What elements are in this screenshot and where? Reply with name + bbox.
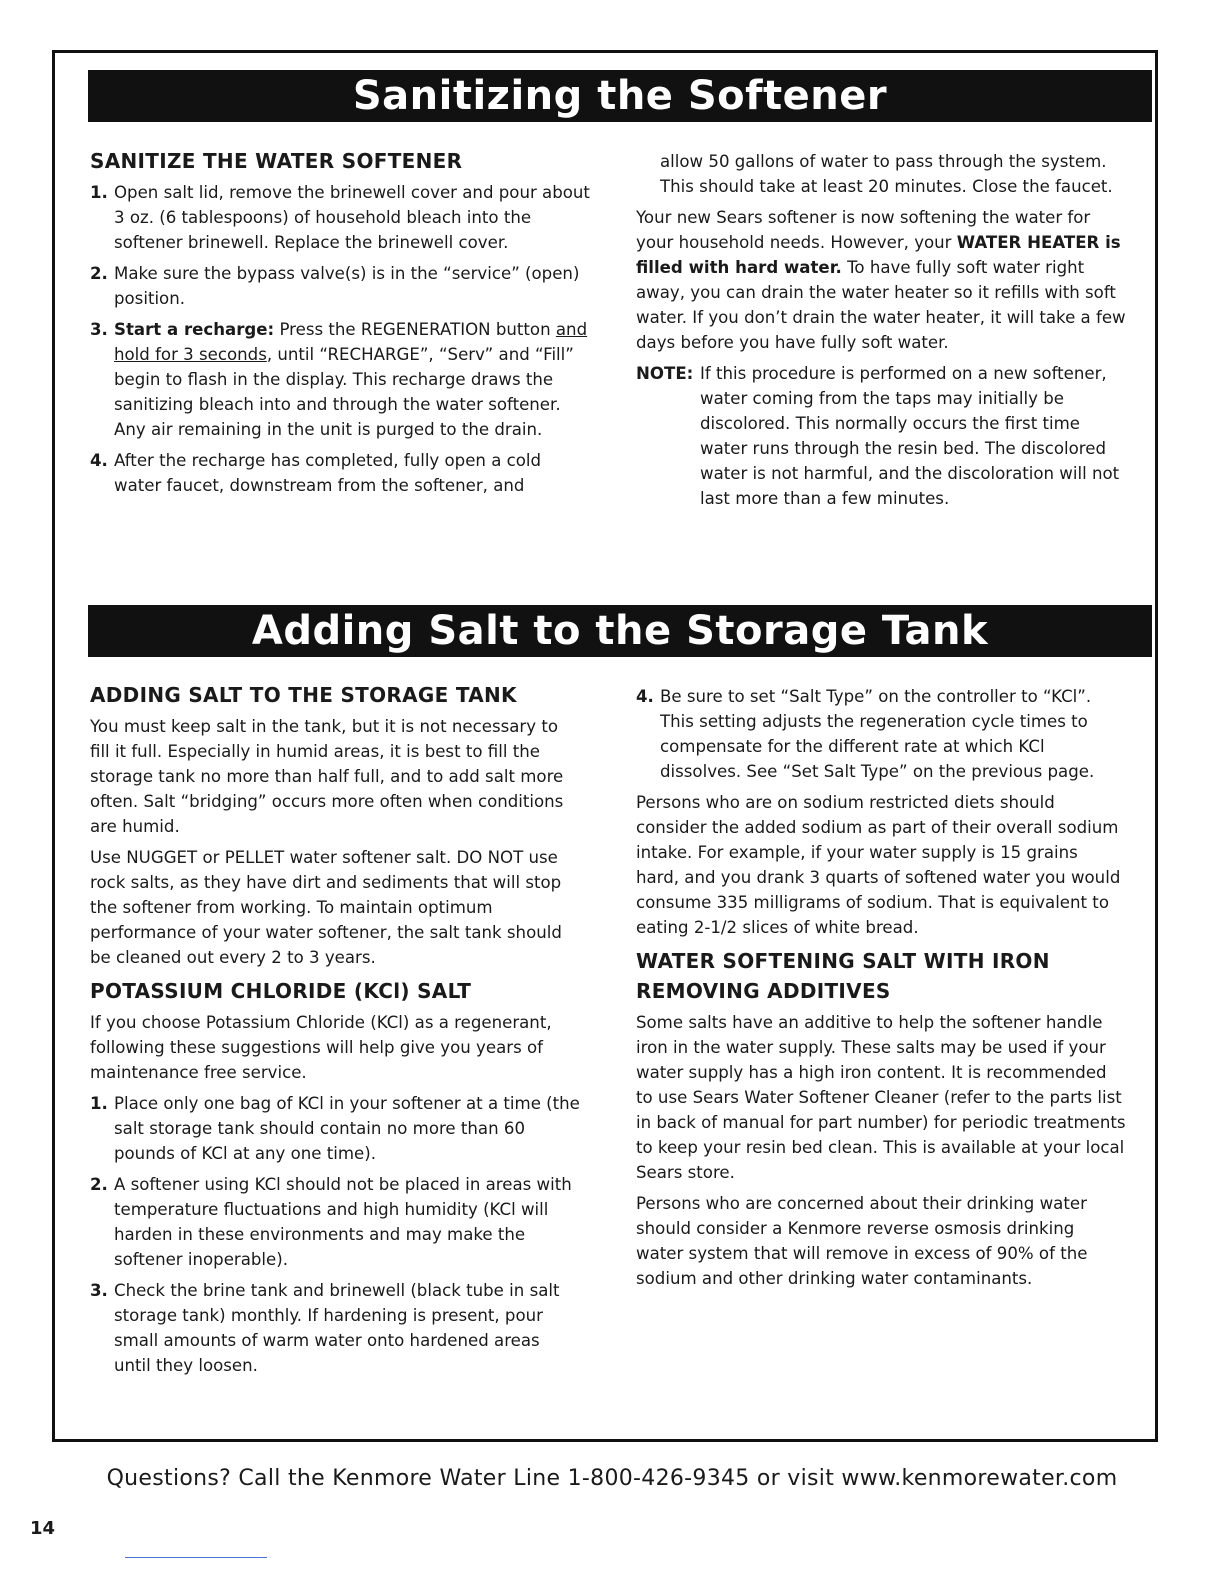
list-item [90, 1172, 580, 1272]
step-bold-lead: Start a recharge: [114, 320, 275, 339]
water-heater-paragraph [636, 205, 1126, 355]
reverse-osmosis-paragraph: Persons who are concerned about their drinking water should consider a Kenmore reverse osmosis drinking water system that will remove in excess of 90% of the sodium and other drinking water contaminants. [636, 1194, 1088, 1288]
list-item [90, 1278, 580, 1378]
step-underlined-text: and hold for 3 seconds [114, 320, 588, 364]
paragraph-text: Your new Sears softener is now softening the water for your household needs. However, your [636, 208, 1091, 252]
step-text: , until “RECHARGE”, “Serv” and “Fill” begin to flash in the display. This recharge draws the sanitizing bleach into and through the water softener. Any air remaining in the unit is purged to the drain. [114, 345, 574, 439]
step-number: 1. [90, 183, 108, 202]
kcl-intro: If you choose Potassium Chloride (KCl) as a regenerant, following these suggestions will help give you years of maintenance free service. [90, 1013, 552, 1082]
kcl-steps-list [90, 1091, 580, 1378]
adding-salt-heading: ADDING SALT TO THE STORAGE TANK [90, 683, 517, 707]
sodium-paragraph: Persons who are on sodium restricted diets should consider the added sodium as part of their overall sodium intake. For example, if your water supply is 15 grains hard, and you drank 3 quarts of softened water you would consume 335 milligrams of sodium. That is equivalent to eating 2-1/2 slices of white bread. [636, 793, 1121, 937]
list-item [90, 1091, 580, 1166]
sanitize-left-column [90, 146, 590, 504]
salt-paragraph-2: Use NUGGET or PELLET water softener salt. DO NOT use rock salts, as they have dirt and sediments that will stop the softener from working. To maintain optimum performance of your water softener, the salt tank should be cleaned out every 2 to 3 years. [90, 848, 562, 967]
list-item [90, 180, 590, 255]
footer-contact-line: Questions? Call the Kenmore Water Line 1-800-426-9345 or visit www.kenmorewater.com [106, 1466, 1118, 1491]
decorative-rule [125, 1557, 267, 1558]
kcl-heading: POTASSIUM CHLORIDE (KCl) SALT [90, 979, 472, 1003]
note-block [636, 361, 1126, 511]
step-text: Make sure the bypass valve(s) is in the “service” (open) position. [114, 264, 580, 308]
sanitize-steps-list [90, 180, 590, 498]
list-item [90, 317, 590, 442]
salt-left-column [90, 680, 580, 1384]
sanitize-heading: SANITIZE THE WATER SOFTENER [90, 149, 463, 173]
iron-paragraph: Some salts have an additive to help the softener handle iron in the water supply. These salts may be used if your water supply has a high iron content. It is recommended to use Sears Water Softener Cleaner (refer to the parts list in back of manual for part number) for periodic treatments to keep your resin bed clean. This is available at your local Sears store. [636, 1013, 1126, 1182]
kcl-steps-list-continued [636, 684, 1126, 784]
sanitize-right-column [636, 149, 1126, 511]
step-text: After the recharge has completed, fully open a cold water faucet, downstream from the softener, and [114, 451, 542, 495]
page-number: 14 [30, 1518, 56, 1539]
step-text: Be sure to set “Salt Type” on the controller to “KCl”. This setting adjusts the regeneration cycle times to compensate for the different rate at which KCl dissolves. See “Set Salt Type” on the previous page. [660, 687, 1095, 781]
list-item [90, 448, 590, 498]
step-text: Open salt lid, remove the brinewell cover and pour about 3 oz. (6 tablespoons) of household bleach into the softener brinewell. Replace the brinewell cover. [114, 183, 590, 252]
step-number: 3. [90, 1281, 108, 1300]
note-label: NOTE: [636, 364, 694, 383]
paragraph-text: To have fully soft water right away, you can drain the water heater so it refills with soft water. If you don’t drain the water heater, it will take a few days before you have fully soft water. [636, 258, 1126, 352]
step-number: 1. [90, 1094, 108, 1113]
section-banner-adding-salt: Adding Salt to the Storage Tank [88, 605, 1152, 657]
step-text: Place only one bag of KCl in your softener at a time (the salt storage tank should contain no more than 60 pounds of KCl at any one time). [114, 1094, 580, 1163]
salt-paragraph-1: You must keep salt in the tank, but it is not necessary to fill it full. Especially in humid areas, it is best to fill the storage tank no more than half full, and to add salt more often. Salt “bridging” occurs more often when conditions are humid. [90, 717, 564, 836]
step-number: 4. [90, 451, 108, 470]
step-number: 2. [90, 1175, 108, 1194]
section-banner-sanitizing: Sanitizing the Softener [88, 70, 1152, 122]
step4-continued: allow 50 gallons of water to pass through the system. This should take at least 20 minutes. Close the faucet. [660, 152, 1113, 196]
step-text: Press the REGENERATION button [274, 320, 556, 339]
salt-right-column [636, 684, 1126, 1297]
step-text: A softener using KCl should not be placed in areas with temperature fluctuations and high humidity (KCl will harden in these environments and may make the softener inoperable). [114, 1175, 572, 1269]
list-item [636, 684, 1126, 784]
note-text: If this procedure is performed on a new softener, water coming from the taps may initially be discolored. This normally occurs the first time water runs through the resin bed. The discolored water is not harmful, and the discoloration will not last more than a few minutes. [700, 364, 1120, 508]
step-number: 3. [90, 320, 108, 339]
step-text: Check the brine tank and brinewell (black tube in salt storage tank) monthly. If hardening is present, pour small amounts of warm water onto hardened areas until they loosen. [114, 1281, 560, 1375]
paragraph-bold-text: WATER HEATER is filled with hard water. [636, 233, 1121, 277]
iron-additives-heading: WATER SOFTENING SALT WITH IRON REMOVING ADDITIVES [636, 949, 1050, 1003]
step-number: 4. [636, 687, 654, 706]
step-number: 2. [90, 264, 108, 283]
list-item [90, 261, 590, 311]
